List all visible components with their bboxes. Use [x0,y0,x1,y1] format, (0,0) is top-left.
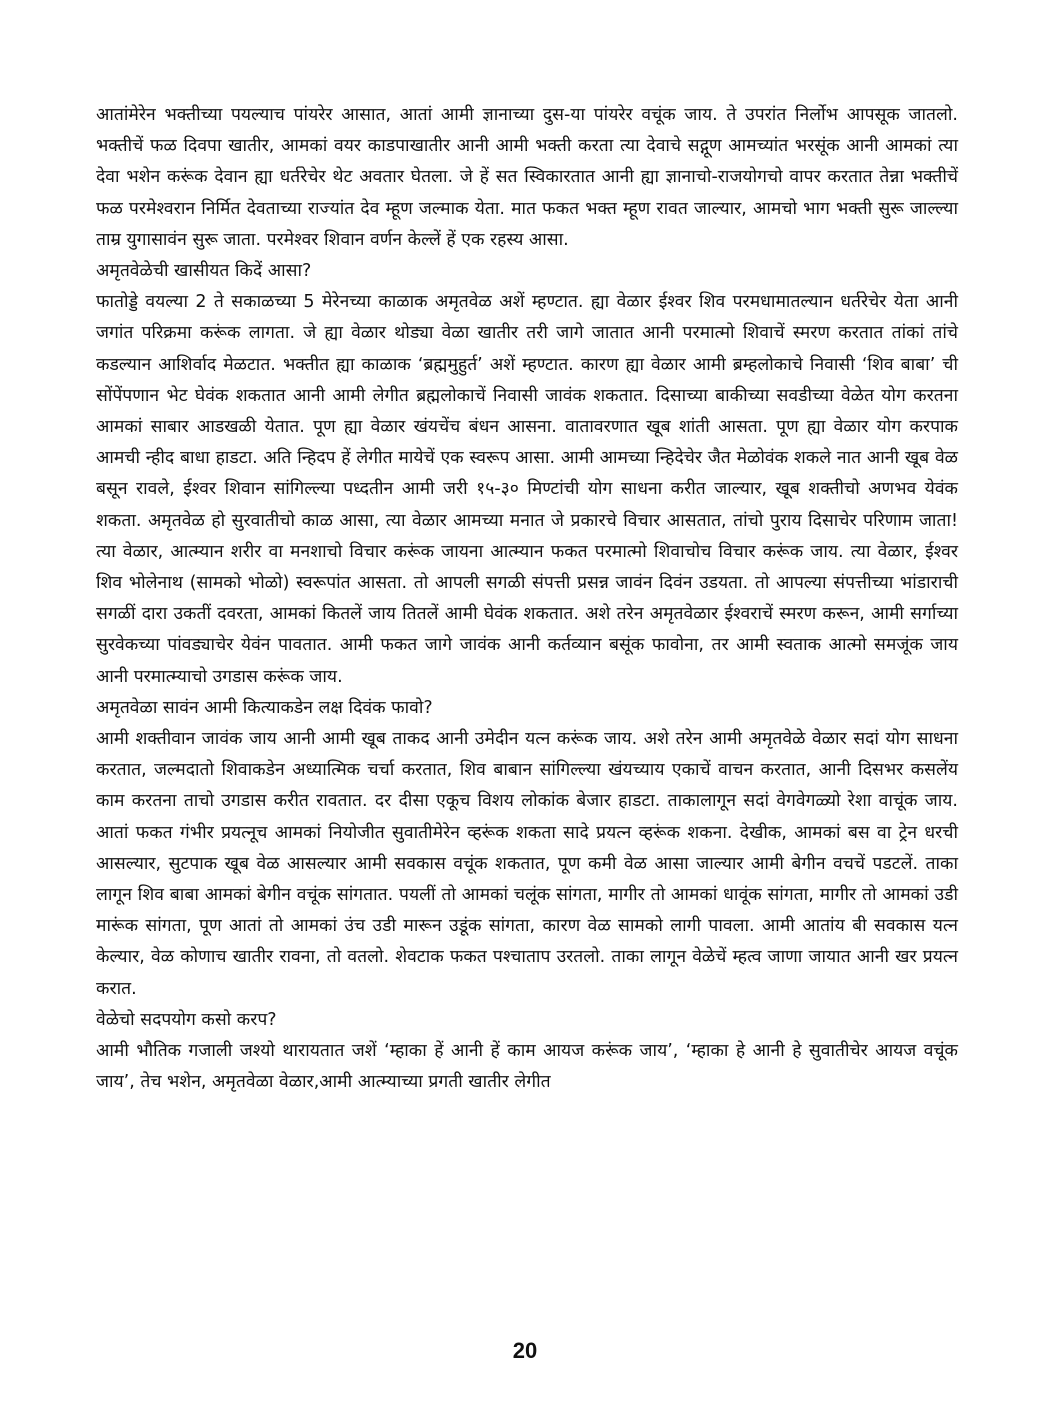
paragraph-amritvela: फातोड्डे वयल्या 2 ते सकाळच्या 5 मेरेनच्या काळाक अमृतवेळ अशें म्हण्टात. ह्या वेळार ईश्वर शिव परमधामातल्यान धर्तरेचेर येता आनी जगांत परिक्रमा करूंक लागता. जे ह्या वेळार थोड्या वेळा खातीर तरी जागे जातात आनी परमात्मो शिवाचें स्मरण करतात तांकां तांचे कडल्यान आशिर्वाद मेळटात. भक्तीत ह्या काळाक ‘ब्रह्ममुहुर्त’ अशें म्हण्टात. कारण ह्या वेळार आमी ब्रम्हलोकाचे निवासी ‘शिव बाबा’ ची सोंपेंपणान भेट घेवंक शकतात आनी आमी लेगीत ब्रह्मलोकाचें निवासी जावंक शकतात. दिसाच्या बाकीच्या सवडीच्या वेळेत योग करतना आमकां साबार आडखळी येतात. पूण ह्या वेळार खंयचेंच बंधन आसना. वातावरणात खूब शांती आसता. पूण ह्या वेळार योग करपाक आमची न्हीद बाधा हाडटा. अति न्हिदप हें लेगीत मायेचें एक स्वरूप आसा. आमी आमच्या न्हिदेचेर जैत मेळोवंक शकले नात आनी खूब वेळ बसून रावले, ईश्वर शिवान सांगिल्ल्या पध्दतीन आमी जरी १५-३० मिण्टांची योग साधना करीत जाल्यार, खूब शक्तीचो अणभव येवंक शकता. अमृतवेळ हो सुरवातीचो काळ आसा, त्या वेळार आमच्या मनात जे प्रकारचे विचार आसतात, तांचो पुराय दिसाचेर परिणाम जाता! त्या वेळार, आत्म्यान शरीर वा मनशाचो विचार करूंक जायना आत्म्यान फकत परमात्मो शिवाचोच विचार करूंक जाय. त्या वेळार, ईश्वर शिव भोलेनाथ (सामको भोळो) स्वरूपांत आसता. तो आपली सगळी संपत्ती प्रसन्न जावंन दिवंन उडयता. तो आपल्या संपत्तीच्या भांडाराची सगळीं दारा उकतीं दवरता, आमकां कितलें जाय तितलें आमी घेवंक शकतात. अशे तरेन अमृतवेळार ईश्वराचें स्मरण करून, आमी सर्गाच्या सुरवेकच्या पांवड्याचेर येवंन पावतात. आमी फकत जागे जावंक आनी कर्तव्यान बसूंक फावोना, तर आमी स्वताक आत्मो समजूंक जाय आनी परमात्म्याचो उगडास करूंक जाय. [96,292,958,687]
page-number: 20 [512,1338,538,1363]
paragraph-bhakti: आतांमेरेन भक्तीच्या पयल्याच पांयरेर आसात, आतां आमी ज्ञानाच्या दुस-या पांयरेर वचूंक जाय. ते उपरांत निर्लोभ आपसूक जातलो. भक्तीचें फळ दिवपा खातीर, आमकां वयर काडपाखातीर आनी आमी भक्ती करता त्या देवाचे सद्गूण आमच्यांत भरसूंक आनी आमकां त्या देवा भशेन करूंक देवान ह्या धर्तरेचेर थेट अवतार घेतला. जे हें सत स्विकारतात आनी ह्या ज्ञानाचो-राजयोगचो वापर करतात तेन्ना भक्तीचें फळ परमेश्वरान निर्मित देवताच्या राज्यांत देव म्हूण जल्माक येता. मात फकत भक्त म्हूण रावत जाल्यार, आमचो भाग भक्ती सुरू जाल्ल्या ताम्र युगासावंन सुरू जाता. परमेश्वर शिवान वर्णन केल्लें हें एक रहस्य आसा. [96,105,958,250]
paragraph-time-usage: आमी भौतिक गजाली जश्यो थारायतात जशें ‘म्हाका हें आनी हें काम आयज करूंक जाय’, ‘म्हाका हे आनी हे सुवातीचेर आयज वचूंक जाय’, तेच भशेन, अमृतवेळा वेळार,आमी आत्म्याच्या प्रगती खातीर लेगीत [96,1041,958,1093]
paragraph-effort: आमी शक्तीवान जावंक जाय आनी आमी खूब ताकद आनी उमेदीन यत्न करूंक जाय. अशे तरेन आमी अमृतवेळे वेळार सदां योग साधना करतात, जल्मदातो शिवाकडेन अध्यात्मिक चर्चा करतात, शिव बाबान सांगिल्ल्या खंयच्याय एकाचें वाचन करतात, आनी दिसभर कसलेंय काम करतना ताचो उगडास करीत रावतात. दर दीसा एकूच विशय लोकांक बेजार हाडटा. ताकालागून सदां वेगवेगळ्यो रेशा वाचूंक जाय. आतां फकत गंभीर प्रयत्नूच आमकां नियोजीत सुवातीमेरेन व्हरूंक शकता सादे प्रयत्न व्हरूंक शकना. देखीक, आमकां बस वा ट्रेन धरची आसल्यार, सुटपाक खूब वेळ आसल्यार आमी सवकास वचूंक शकतात, पूण कमी वेळ आसा जाल्यार आमी बेगीन वचचें पडटलें. ताका लागून शिव बाबा आमकां बेगीन वचूंक सांगतात. पयलीं तो आमकां चलूंक सांगता, मागीर तो आमकां धावूंक सांगता, मागीर तो आमकां उडी मारूंक सांगता, पूण आतां तो आमकां उंच उडी मारून उडूंक सांगता, कारण वेळ सामको लागी पावला. आमी आतांय बी सवकास यत्न केल्यार, वेळ कोणाच खातीर रावना, तो वतलो. शेवटाक फकत पश्चाताप उरतलो. ताका लागून वेळेचें म्हत्व जाणा जायात आनी खर प्रयत्न करात. [96,729,958,999]
heading-time-usage: वेळेचो सदपयोग कसो करप? [96,1009,277,1030]
heading-amritvela-speciality: अमृतवेळेची खासीयत किदें आसा? [96,261,312,282]
heading-amritvela-attention: अमृतवेळा सावंन आमी कित्याकडेन लक्ष दिवंक फावो? [96,697,433,718]
document-page [96,100,958,1099]
